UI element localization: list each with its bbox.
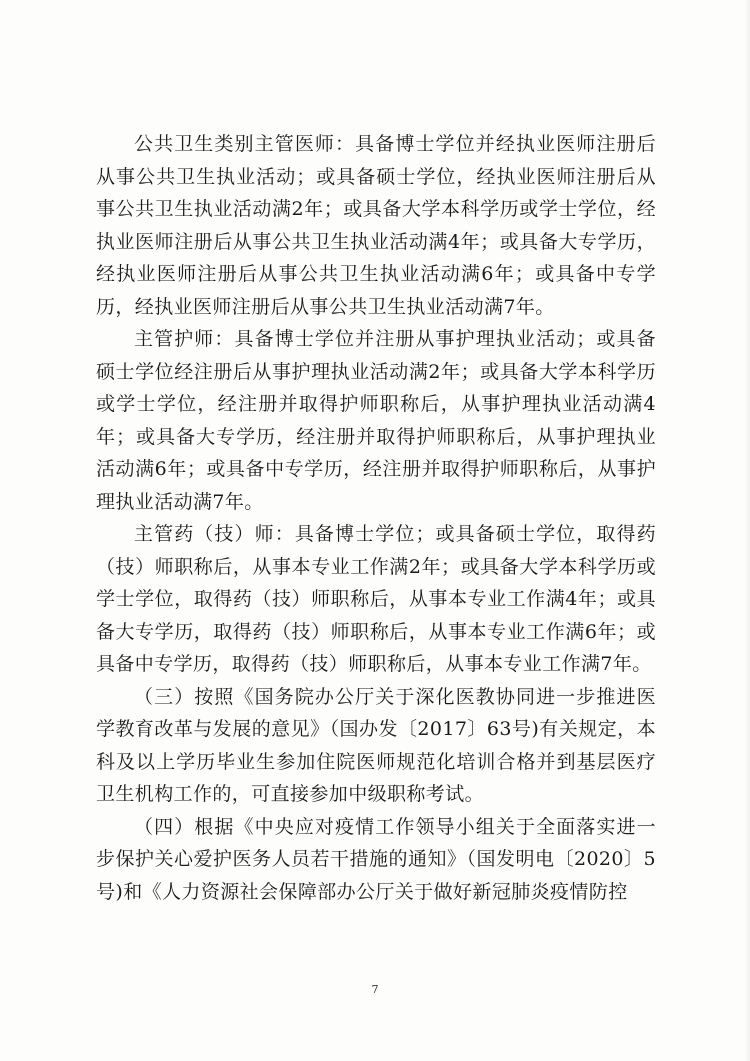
page-number: 7 bbox=[371, 983, 379, 996]
paragraph-supervising-nurse: 主管护师：具备博士学位并注册从事护理执业活动；或具备硕士学位经注册后从事护理执业活动满2年；或具备大学本科学历或学士学位，经注册并取得护师职称后，从事护理执业活动满4年；或具备大专学历，经注册并取得护师职称后，从事护理执业活动满6年；或具备中专学历，经注册并取得护师职称后，从事护理执业活动满7年。 bbox=[96, 328, 656, 513]
document-body bbox=[96, 128, 656, 908]
scan-edge-shadow bbox=[744, 0, 750, 1061]
paragraph-section-four: （四）根据《中央应对疫情工作领导小组关于全面落实进一步保护关心爱护医务人员若干措施的通知》（国发明电〔2020〕5号)和《人力资源社会保障部办公厅关于做好新冠肺炎疫情防控 bbox=[96, 815, 656, 903]
paragraph-section-three: （三）按照《国务院办公厅关于深化医教协同进一步推进医学教育改革与发展的意见》（国办发〔2017〕63号)有关规定，本科及以上学历毕业生参加住院医师规范化培训合格并到基层医疗卫生机构工作的，可直接参加中级职称考试。 bbox=[96, 685, 656, 805]
paragraph-public-health-physician: 公共卫生类别主管医师：具备博士学位并经执业医师注册后从事公共卫生执业活动；或具备硕士学位，经执业医师注册后从事公共卫生执业活动满2年；或具备大学本科学历或学士学位，经执业医师注册后从事公共卫生执业活动满4年；或具备大专学历，经执业医师注册后从事公共卫生执业活动满6年；或具备中专学历，经执业医师注册后从事公共卫生执业活动满7年。 bbox=[96, 133, 656, 318]
paragraph-supervising-pharmacist: 主管药（技）师：具备博士学位；或具备硕士学位，取得药（技）师职称后，从事本专业工作满2年；或具备大学本科学历或学士学位，取得药（技）师职称后，从事本专业工作满4年；或具备大专学历，取得药（技）师职称后，从事本专业工作满6年；或具备中专学历，取得药（技）师职称后，从事本专业工作满7年。 bbox=[96, 523, 656, 675]
